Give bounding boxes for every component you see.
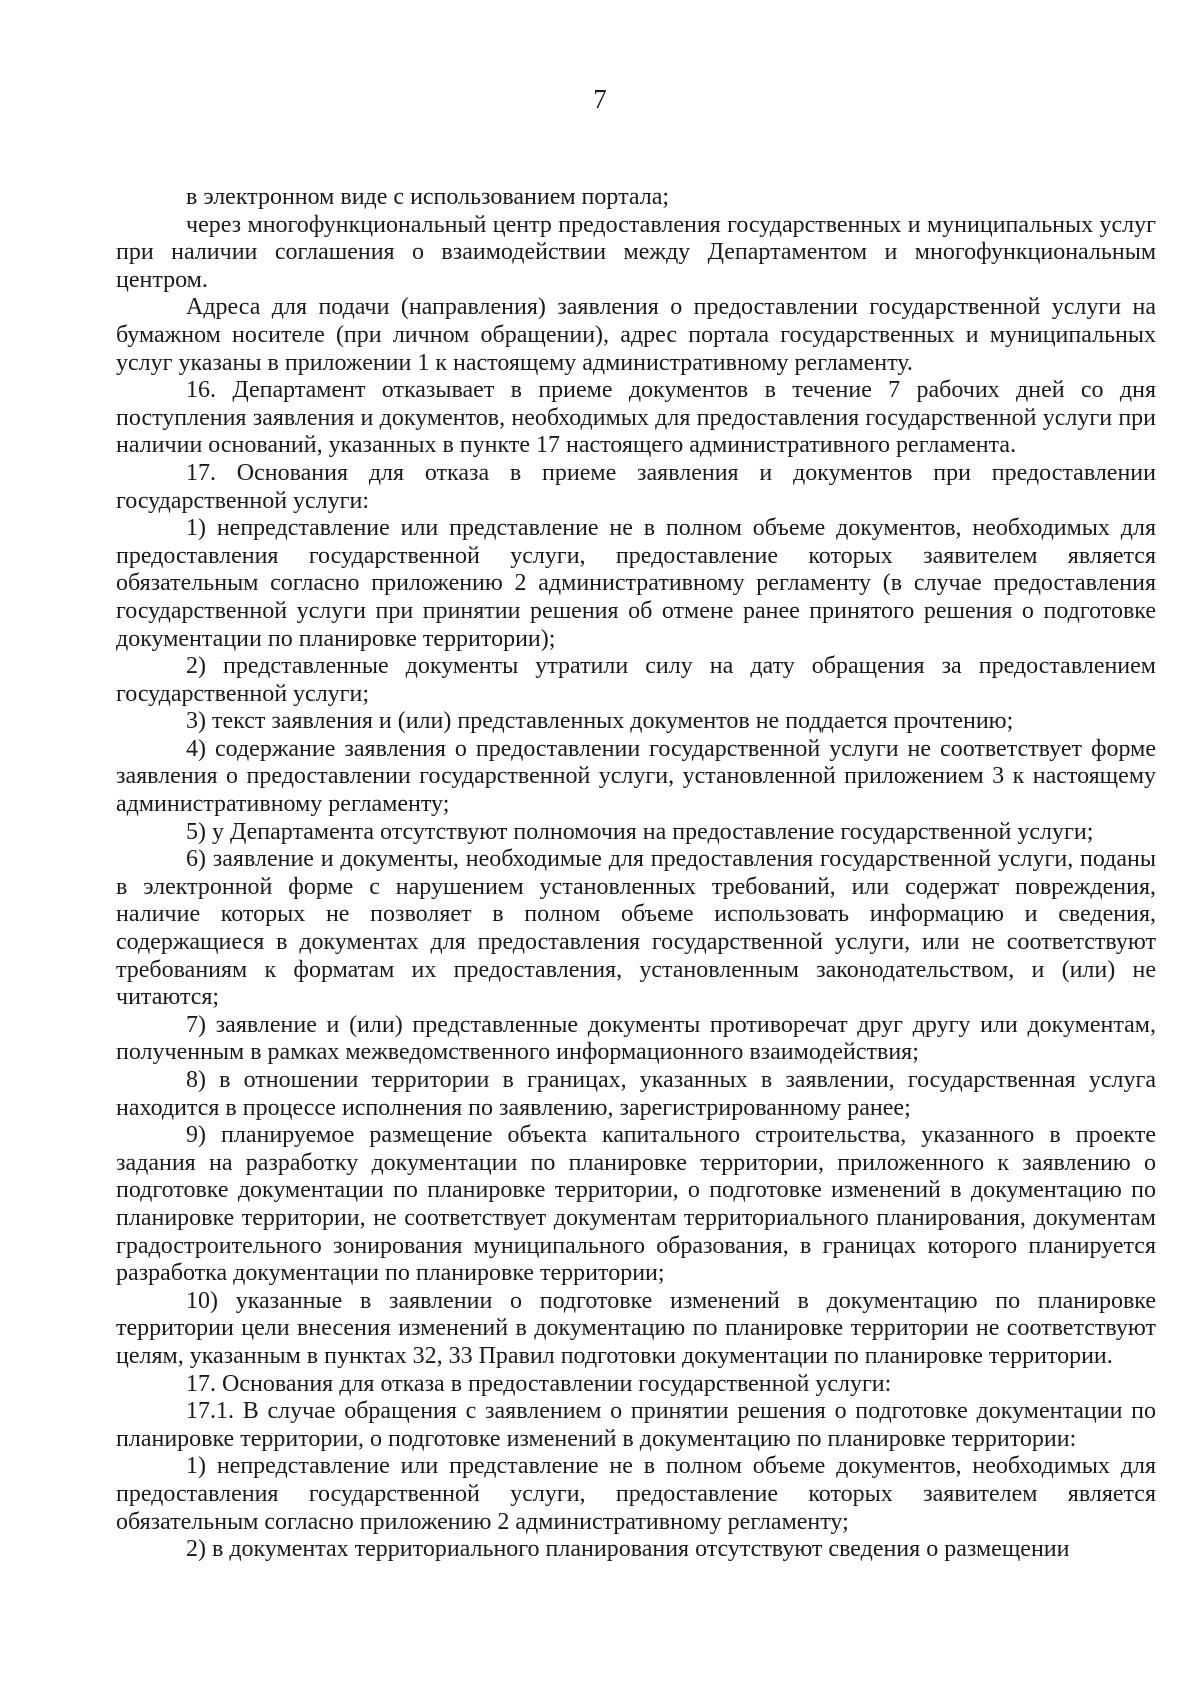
- paragraph: 6) заявление и документы, необходимые для предоставления государственной услуги, поданы в электронной форме с нарушением установленных требований, или содержат повреждения, наличие которых не позволяет в полном объеме использовать информацию и сведения, содержащиеся в документах для предоставления государственной услуги, или не соответствуют требованиям к форматам их предоставления, установленным законодательством, и (или) не читаются;: [116, 846, 1156, 1011]
- paragraph: 5) у Департамента отсутствуют полномочия на предоставление государственной услуги;: [186, 818, 1094, 845]
- paragraph: через многофункциональный центр предоставления государственных и муниципальных услуг при наличии соглашения о взаимодействии между Департаментом и многофункциональным центром.: [116, 211, 1156, 293]
- paragraph: 16. Департамент отказывает в приеме документов в течение 7 рабочих дней со дня поступления заявления и документов, необходимых для предоставления государственной услуги при наличии оснований, указанных в пункте 17 настоящего административного регламента.: [116, 377, 1156, 459]
- paragraph: 2) представленные документы утратили силу на дату обращения за предоставлением государственной услуги;: [116, 653, 1156, 707]
- paragraph: в электронном виде с использованием портала;: [186, 184, 670, 210]
- paragraph: 9) планируемое размещение объекта капитального строительства, указанного в проекте задания на разработку документации по планировке территории, приложенного к заявлению о подготовке документации по планировке территории, о подготовке изменений в документацию по планировке территории, не соответствует документам территориального планирования, документам градостроительного зонирования муниципального образования, в границах которого планируется разработка документации по планировке территории;: [116, 1122, 1156, 1287]
- paragraph: 3) текст заявления и (или) представленных документов не поддается прочтению;: [186, 708, 1014, 735]
- paragraph: 8) в отношении территории в границах, указанных в заявлении, государственная услуга находится в процессе исполнения по заявлению, зарегистрированному ранее;: [116, 1067, 1156, 1121]
- paragraph: 1) непредставление или представление не в полном объеме документов, необходимых для предоставления государственной услуги, предоставление которых заявителем является обязательным согласно приложению 2 административному регламенту;: [116, 1453, 1156, 1535]
- paragraph: 10) указанные в заявлении о подготовке изменений в документацию по планировке территории цели внесения изменений в документацию по планировке территории не соответствуют целям, указанным в пунктах 32, 33 Правил подготовки документации по планировке территории.: [116, 1287, 1156, 1369]
- paragraph: 4) содержание заявления о предоставлении государственной услуги не соответствует форме заявления о предоставлении государственной услуги, установленной приложением 3 к настоящему административному регламенту;: [116, 735, 1156, 818]
- paragraph: 17. Основания для отказа в предоставлении государственной услуги:: [186, 1370, 892, 1397]
- paragraph: 17. Основания для отказа в приеме заявления и документов при предоставлении государственной услуги:: [116, 459, 1156, 514]
- paragraph: 1) непредставление или представление не в полном объеме документов, необходимых для предоставления государственной услуги, предоставление которых заявителем является обязательным согласно приложению 2 административному регламенту (в случае предоставления государственной услуги при принятии решения об отмене ранее принятого решения о подготовке документации по планировке территории);: [116, 515, 1156, 652]
- paragraph: 17.1. В случае обращения с заявлением о принятии решения о подготовке документации по планировке территории, о подготовке изменений в документацию по планировке территории:: [116, 1398, 1156, 1452]
- paragraph: Адреса для подачи (направления) заявления о предоставлении государственной услуги на бумажном носителе (при личном обращении), адрес портала государственных и муниципальных услуг указаны в приложении 1 к настоящему административному регламенту.: [116, 294, 1156, 376]
- document-body: [116, 184, 1156, 1564]
- paragraph: 7) заявление и (или) представленные документы противоречат друг другу или документам, полученным в рамках межведомственного информационного взаимодействия;: [116, 1011, 1156, 1066]
- page-number: 7: [593, 84, 607, 114]
- paragraph: 2) в документах территориального планирования отсутствуют сведения о размещении: [186, 1536, 1070, 1563]
